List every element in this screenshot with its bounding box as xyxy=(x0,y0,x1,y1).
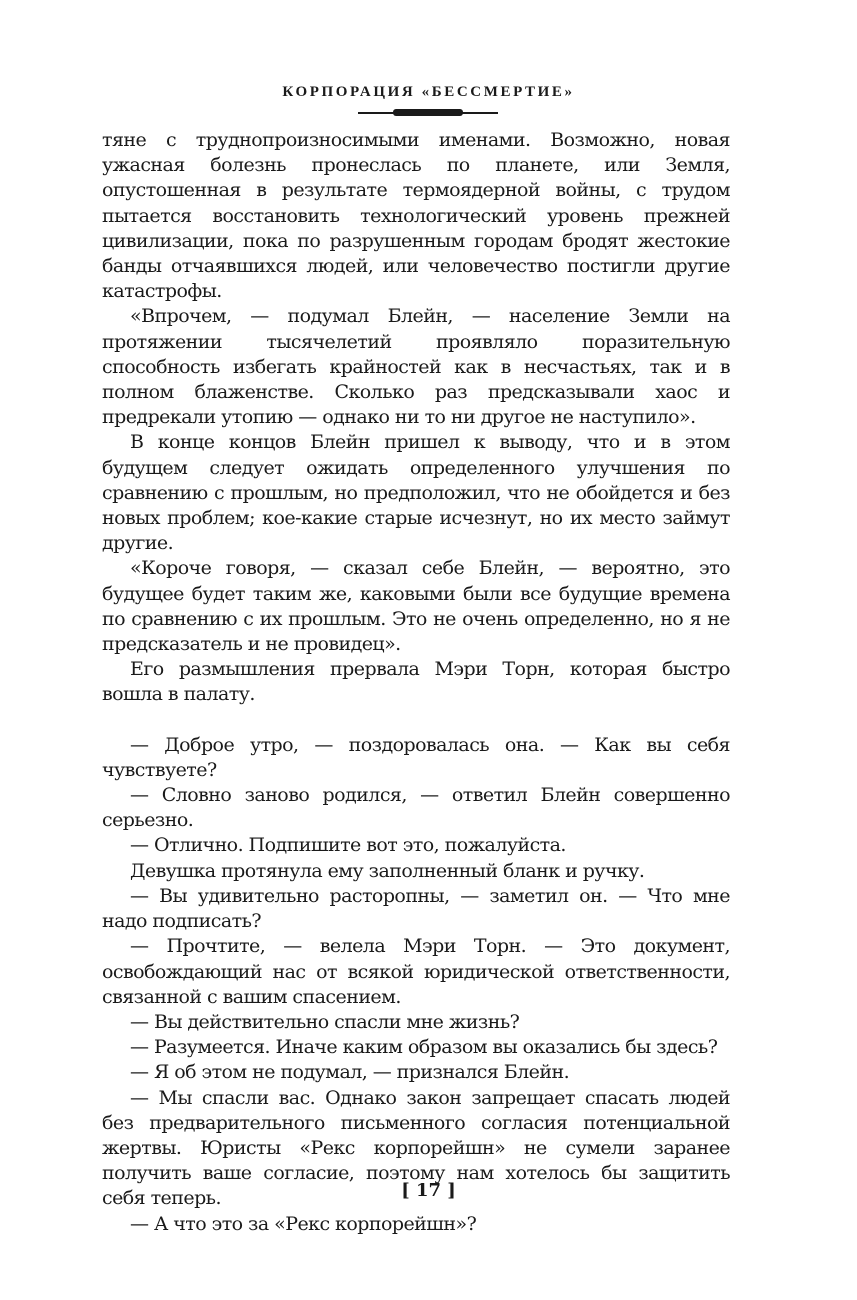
dialogue-line: — Отлично. Подпишите вот это, пожалуйста. xyxy=(130,834,566,857)
paragraph: Его размышления прервала Мэри Торн, которая быстро вошла в палату. xyxy=(102,658,730,706)
dialogue-line: — Прочтите, — велела Мэри Торн. — Это документ, освобождающий нас от всякой юридической ответственности, связанной с вашим спасением. xyxy=(102,935,730,1008)
section-break xyxy=(102,708,730,733)
page-number: [ 17 ] xyxy=(401,1180,456,1201)
dialogue-line: — Я об этом не подумал, — признался Блейн. xyxy=(130,1061,570,1084)
dialogue-line: — Словно заново родился, — ответил Блейн совершенно серьезно. xyxy=(102,784,730,832)
paragraph: «Короче говоря, — сказал себе Блейн, — вероятно, это будущее будет таким же, каковыми были все будущие времена по сравнению с их прошлым. Это не очень определенно, но я не предсказатель и не провидец». xyxy=(102,557,730,656)
paragraph: тяне с труднопроизносимыми именами. Возможно, новая ужасная болезнь пронеслась по планете, или Земля, опустошенная в результате термоядерной войны, с трудом пытается восстановить технологический уровень прежней цивилизации, пока по разрушенным городам бродят жестокие банды отчаявшихся людей, или человечество постигли другие катастрофы. xyxy=(102,129,730,303)
paragraph: «Впрочем, — подумал Блейн, — население Земли на протяжении тысячелетий проявляло поразительную способность избегать крайностей как в несчастьях, так и в полном блаженстве. Сколько раз предсказывали хаос и предрекали утопию — однако ни то ни другое не наступило». xyxy=(102,305,730,429)
header-rule-ornament xyxy=(393,109,463,116)
dialogue-line: — Мы спасли вас. Однако закон запрещает спасать людей без предварительного письменного согласия потенциальной жертвы. Юристы «Рекс корпорейшн» не сумели заранее получить ваше согласие, поэтому нам хотелось бы защитить себя теперь. xyxy=(102,1086,730,1210)
paragraph: В конце концов Блейн пришел к выводу, что и в этом будущем следует ожидать определенного улучшения по сравнению с прошлым, но предположил, что не обойдется и без новых проблем; кое-какие старые исчезнут, но их место займут другие. xyxy=(102,431,730,555)
dialogue-line: — Вы удивительно расторопны, — заметил он. — Что мне надо подписать? xyxy=(102,884,730,933)
paragraph: Девушка протянула ему заполненный бланк и ручку. xyxy=(130,859,645,882)
dialogue-line: — А что это за «Рекс корпорейшн»? xyxy=(130,1212,477,1235)
dialogue-line: — Вы действительно спасли мне жизнь? xyxy=(130,1010,520,1033)
dialogue-line: — Доброе утро, — поздоровалась она. — Как вы себя чувствуете? xyxy=(102,733,730,781)
body-text xyxy=(102,128,730,1237)
dialogue-line: — Разумеется. Иначе каким образом вы оказались бы здесь? xyxy=(130,1036,718,1059)
running-title: КОРПОРАЦИЯ «БЕССМЕРТИЕ» xyxy=(282,84,575,100)
